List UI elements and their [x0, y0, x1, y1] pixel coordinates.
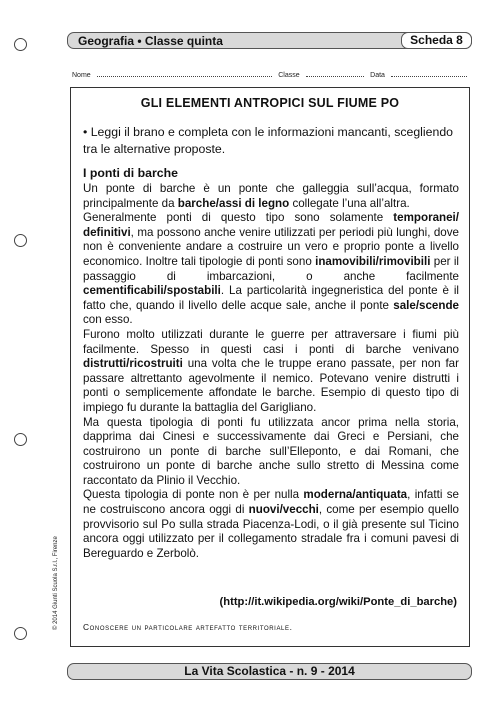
- footer-bar: La Vita Scolastica - n. 9 - 2014: [67, 663, 472, 680]
- class-label: Classe: [278, 72, 300, 79]
- binder-hole-lower: [14, 433, 27, 446]
- passage-text: Ma questa tipologia di ponti fu utilizzata ancor prima nella storia, dapprima dai Cinesi e successivamente dai Greci e Persiani, che costruirono un ponte di barche sull’Elleponto, e dai Romani, che costruirono un ponte di barche anche sullo stretto di Messina come raccontato da Plinio il Vecchio.: [83, 415, 459, 487]
- date-label: Data: [370, 72, 385, 79]
- class-field[interactable]: [306, 70, 365, 77]
- scheda-badge: Scheda 8: [401, 32, 472, 49]
- header-bar: [67, 32, 472, 49]
- reading-passage: [83, 182, 459, 561]
- passage-text: , ma possono anche venire utilizzati per periodi più lunghi, dove non è conveniente andare a costruire un vero e proprio ponte a livello economico. Inoltre tali tipologie di ponti sono: [83, 225, 459, 268]
- passage-text: , infatti se ne costruiscono ancora oggi di: [83, 488, 459, 517]
- alternative-choice[interactable]: distrutti/ricostruiti: [83, 357, 183, 371]
- alternative-choice[interactable]: cementificabili/spostabili: [83, 284, 221, 298]
- alternative-choice[interactable]: temporanei/ definitivi: [83, 211, 459, 239]
- passage-text: , come per esempio quello provvisorio sul Po sulla strada Piacenza-Lodi, o il già presente sul Ticino ancora oggi utilizzato per il collegamento stradale fra i comuni pavesi di Bereguardo e Zerbolò.: [83, 503, 460, 560]
- passage-text: Generalmente ponti di questo tipo sono solamente: [83, 211, 394, 225]
- passage-paragraph: [83, 488, 459, 561]
- binder-hole-bottom: [14, 627, 27, 640]
- instruction-text: • Leggi il brano e completa con le informazioni mancanti, scegliendo tra le alternative proposte.: [83, 125, 454, 156]
- name-field[interactable]: [97, 70, 273, 77]
- worksheet-frame: [70, 87, 470, 647]
- passage-text: collegate l’una all’altra.: [289, 196, 410, 210]
- page-title: GLI ELEMENTI ANTROPICI SUL FIUME PO: [140, 96, 400, 110]
- date-field[interactable]: [391, 70, 467, 77]
- alternative-choice[interactable]: barche/assi di legno: [177, 196, 290, 210]
- student-info-row: [72, 70, 467, 79]
- subject-title: Geografia • Classe quinta: [78, 34, 223, 48]
- passage-text: con esso.: [83, 313, 133, 327]
- learning-goal: Conoscere un particolare artefatto territoriale.: [83, 622, 293, 632]
- binder-hole-top: [14, 38, 27, 51]
- copyright-note: © 2014 Giunti Scuola S.r.l., Firenze: [53, 536, 59, 630]
- alternative-choice[interactable]: sale/scende: [393, 298, 459, 312]
- passage-text: Questa tipologia di ponte non è per nulla: [83, 488, 304, 502]
- passage-paragraph: [83, 182, 459, 211]
- passage-paragraph: [83, 416, 459, 489]
- alternative-choice[interactable]: moderna/antiquata: [303, 488, 408, 502]
- passage-paragraph: [83, 211, 459, 328]
- passage-text: una volta che le truppe erano passate, per non far passare altrettanto agevolmente il nemico. Potevano venire distrutti i ponti o semplicemente affondate le barche. Esempio di questo tipo di impiego fu durante la battaglia del Garigliano.: [83, 357, 459, 414]
- alternative-choice[interactable]: nuovi/vecchi: [248, 503, 319, 517]
- alternative-choice[interactable]: inamovibili/rimovibili: [315, 254, 431, 268]
- passage-paragraph: [83, 328, 459, 416]
- section-title: I ponti di barche: [83, 166, 178, 180]
- passage-text: Furono molto utilizzati durante le guerre per attraversare i fiumi più facilmente. Spesso in questi casi i ponti di barche venivano: [83, 327, 459, 356]
- source-citation: (http://it.wikipedia.org/wiki/Ponte_di_barche): [219, 596, 457, 608]
- passage-text: per il passaggio di imbarcazioni, o anche facilmente: [83, 254, 459, 283]
- passage-text: . La particolarità ingegneristica del ponte è il fatto che, quando il livello delle acque sale, anche il ponte: [83, 284, 459, 312]
- passage-text: Un ponte di barche è un ponte che galleggia sull’acqua, formato principalmente da: [83, 182, 459, 210]
- binder-hole-middle: [14, 234, 27, 247]
- name-label: Nome: [72, 72, 91, 79]
